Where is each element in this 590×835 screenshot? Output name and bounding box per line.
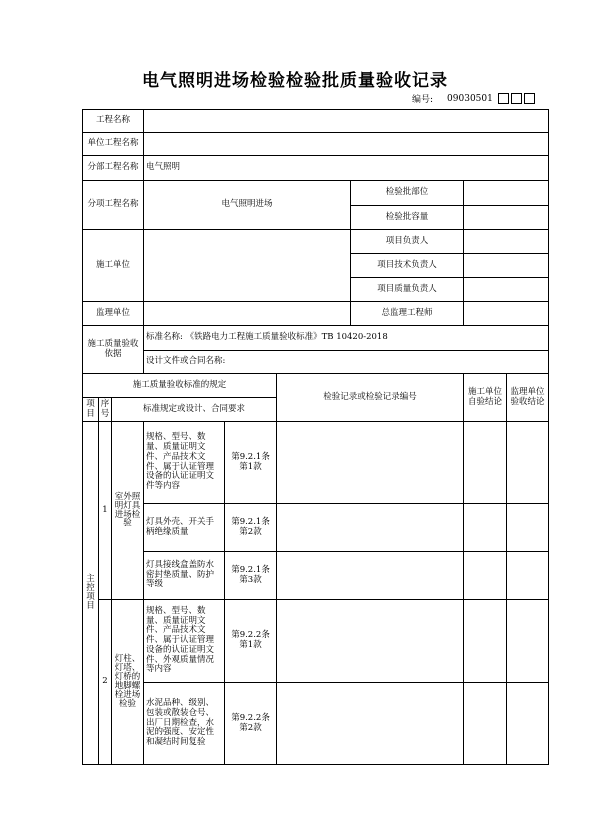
requirement-desc: 规格、型号、数量、质量证明文件、产品技术文件、属于认证管理设备的认证证明文件、外观质量情况等内容: [144, 600, 225, 683]
supervise-check-cell[interactable]: [507, 422, 549, 504]
subitem-value: 电气照明进场: [144, 181, 351, 230]
construction-unit-label: 施工单位: [83, 230, 144, 302]
requirement-desc: 水泥品种、级别、包装或散装仓号、出厂日期检查，水泥的强度、安定性和凝结时间复验: [144, 683, 225, 765]
unit-project-label: 单位工程名称: [83, 133, 144, 156]
supervision-unit-label: 监理单位: [83, 302, 144, 326]
requirement-header: 标准规定或设计、合同要求: [112, 398, 277, 422]
supervise-check-header: 监理单位验收结论: [507, 374, 549, 422]
self-check-cell[interactable]: [464, 683, 507, 765]
record-header: 检验记录或检验记录编号: [277, 374, 464, 422]
seq-header: 序号: [99, 398, 112, 422]
code-box-3[interactable]: [524, 93, 535, 104]
clause-ref: 第9.2.1条第3款: [225, 552, 277, 600]
record-cell[interactable]: [277, 600, 464, 683]
std-group-header: 施工质量验收标准的规定: [83, 374, 277, 398]
record-cell[interactable]: [277, 683, 464, 765]
record-cell[interactable]: [277, 504, 464, 552]
project-leader-value[interactable]: [464, 230, 549, 254]
quality-leader-value[interactable]: [464, 278, 549, 302]
construction-unit-value[interactable]: [144, 230, 351, 302]
group-name: 室外照明灯具进场检验: [112, 422, 144, 600]
group-seq: 1: [99, 422, 112, 600]
supervise-check-cell[interactable]: [507, 683, 549, 765]
supervise-check-cell[interactable]: [507, 552, 549, 600]
batch-capacity-label: 检验批容量: [351, 206, 464, 230]
supervise-check-cell[interactable]: [507, 504, 549, 552]
unit-project-value[interactable]: [144, 133, 549, 156]
tech-leader-label: 项目技术负责人: [351, 254, 464, 278]
group-seq: 2: [99, 600, 112, 765]
project-name-label: 工程名称: [83, 110, 144, 133]
division-value: 电气照明: [144, 156, 549, 181]
tech-leader-value[interactable]: [464, 254, 549, 278]
batch-capacity-value[interactable]: [464, 206, 549, 230]
inspection-form: [82, 109, 549, 765]
self-check-cell[interactable]: [464, 600, 507, 683]
batch-location-value[interactable]: [464, 181, 549, 206]
design-line[interactable]: 设计文件或合同名称:: [144, 351, 549, 374]
requirement-desc: 灯具接线盒盖防水密封垫质量、防护等级: [144, 552, 225, 600]
record-cell[interactable]: [277, 422, 464, 504]
record-code: [412, 92, 535, 105]
self-check-header: 施工单位自验结论: [464, 374, 507, 422]
project-name-value[interactable]: [144, 110, 549, 133]
group-name: 灯柱、灯塔、灯桥的地脚螺栓进场检验: [112, 600, 144, 765]
self-check-cell[interactable]: [464, 552, 507, 600]
chief-engineer-label: 总监理工程师: [351, 302, 464, 326]
basis-label: 施工质量验收依据: [83, 326, 144, 374]
requirement-desc: 规格、型号、数量、质量证明文件、产品技术文件、属于认证管理设备的认证证明文件等内容: [144, 422, 225, 504]
chief-engineer-value[interactable]: [464, 302, 549, 326]
supervise-check-cell[interactable]: [507, 600, 549, 683]
main-control-label: 主控项目: [83, 422, 99, 765]
division-label: 分部工程名称: [83, 156, 144, 181]
requirement-desc: 灯具外壳、开关手柄绝缘质量: [144, 504, 225, 552]
item-header: 项目: [83, 398, 99, 422]
clause-ref: 第9.2.1条第1款: [225, 422, 277, 504]
subitem-label: 分项工程名称: [83, 181, 144, 230]
clause-ref: 第9.2.2条第2款: [225, 683, 277, 765]
code-number: 09030501: [447, 93, 493, 104]
standard-line: 标准名称: 《铁路电力工程施工质量验收标准》TB 10420-2018: [144, 326, 549, 351]
project-leader-label: 项目负责人: [351, 230, 464, 254]
record-cell[interactable]: [277, 552, 464, 600]
quality-leader-label: 项目质量负责人: [351, 278, 464, 302]
code-box-1[interactable]: [498, 93, 509, 104]
self-check-cell[interactable]: [464, 422, 507, 504]
clause-ref: 第9.2.2条第1款: [225, 600, 277, 683]
supervision-unit-value[interactable]: [144, 302, 351, 326]
clause-ref: 第9.2.1条第2款: [225, 504, 277, 552]
code-box-2[interactable]: [511, 93, 522, 104]
code-label: 编号:: [412, 95, 434, 105]
page-title: 电气照明进场检验检验批质量验收记录: [142, 71, 448, 91]
self-check-cell[interactable]: [464, 504, 507, 552]
batch-location-label: 检验批部位: [351, 181, 464, 206]
